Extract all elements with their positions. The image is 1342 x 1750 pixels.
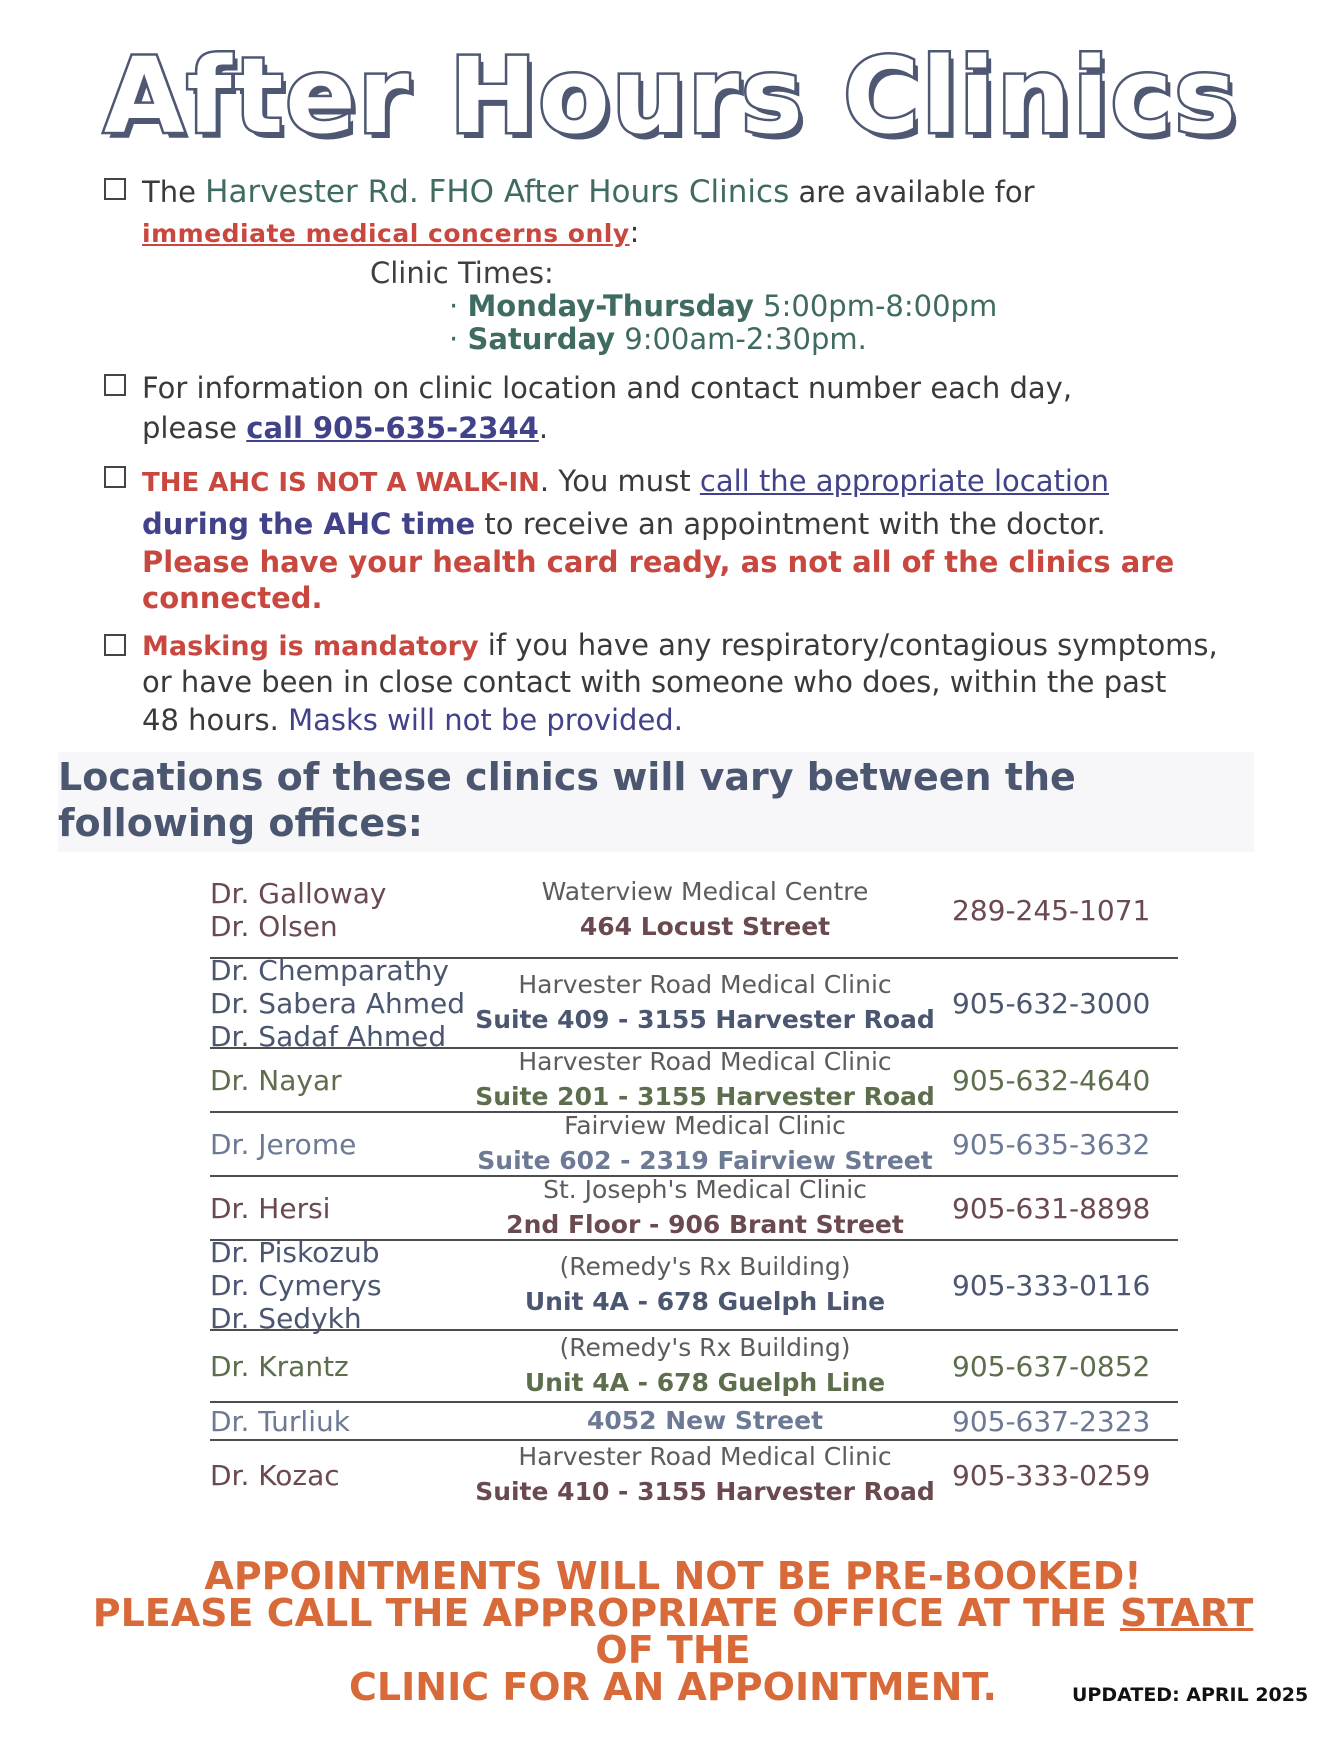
doctor-name: Dr. Sadaf Ahmed — [210, 1019, 447, 1053]
doctor-names — [210, 953, 510, 1053]
clinic-name: Harvester Road Medical Clinic — [518, 970, 892, 999]
office-phone[interactable]: 905-637-0852 — [952, 1349, 1151, 1383]
call-number-link[interactable]: call 905-635-2344 — [246, 411, 539, 445]
doctor-name: Dr. Olsen — [210, 910, 338, 943]
clinic-address: Suite 201 - 3155 Harvester Road — [475, 1082, 935, 1111]
not-walk-in-warning: THE AHC IS NOT A WALK-IN — [142, 468, 540, 498]
immediate-concerns-text: immediate medical concerns only — [142, 219, 630, 248]
doctor-name: Dr. Sabera Ahmed — [210, 986, 465, 1020]
masking-line2: or have been in close contact with someone who does, within the past — [142, 665, 1167, 699]
office-phone[interactable]: 289-245-1071 — [952, 893, 1151, 927]
doctor-name: Dr. Hersi — [210, 1191, 331, 1225]
office-row — [210, 1177, 1178, 1241]
offices-table — [210, 863, 1178, 1509]
office-phone[interactable]: 905-333-0116 — [952, 1268, 1151, 1302]
office-location — [475, 1113, 935, 1175]
office-location — [475, 1331, 935, 1401]
doctor-names — [210, 1403, 510, 1439]
health-card-note: Please have your health card ready, as not all of the clinics are — [142, 545, 1175, 579]
office-location — [475, 1049, 935, 1111]
office-row — [210, 1331, 1178, 1403]
appointment-rest: to receive an appointment with the doctor. — [475, 507, 1106, 541]
office-row — [210, 863, 1178, 959]
info-bullets — [104, 172, 1264, 740]
office-phone[interactable]: 905-635-3632 — [952, 1127, 1151, 1161]
masking-line3 — [142, 700, 1264, 740]
doctor-name: Dr. Sedykh — [210, 1301, 362, 1335]
footer-line2 — [58, 1591, 1288, 1672]
clinic-name: (Remedy's Rx Building) — [559, 1333, 851, 1362]
doctor-name: Dr. Piskozub — [210, 1235, 380, 1269]
office-location — [475, 1441, 935, 1509]
office-row — [210, 1049, 1178, 1113]
doctor-name: Dr. Turliuk — [210, 1404, 350, 1438]
bullet-masking — [104, 628, 1264, 740]
call-location-link[interactable]: call the appropriate location — [699, 464, 1110, 498]
checkbox-icon[interactable] — [104, 178, 126, 200]
office-location — [475, 1403, 935, 1439]
masking-line — [142, 628, 1264, 664]
checkbox-icon[interactable] — [104, 466, 126, 488]
clinic-time-weekday — [104, 290, 1264, 323]
checkbox-icon[interactable] — [104, 374, 126, 396]
doctor-names — [210, 1049, 510, 1111]
office-location — [475, 1177, 935, 1239]
clinic-name: Waterview Medical Centre — [541, 877, 869, 906]
office-row — [210, 1403, 1178, 1441]
footer-start: START — [1120, 1591, 1254, 1635]
checkbox-icon[interactable] — [104, 634, 126, 656]
bullet-not-walk-in — [104, 460, 1264, 616]
availability-pre: The — [142, 175, 206, 209]
doctor-names — [210, 1441, 510, 1509]
clinic-address: Suite 410 - 3155 Harvester Road — [475, 1477, 935, 1506]
clinic-time-saturday — [104, 323, 1264, 356]
doctor-names — [210, 1177, 510, 1239]
office-phone[interactable]: 905-637-2323 — [952, 1404, 1151, 1438]
masking-mandatory: Masking is mandatory — [142, 631, 479, 662]
masking-line1: if you have any respiratory/contagious symptoms, — [478, 628, 1218, 662]
walk-in-mid: . You must — [539, 464, 700, 498]
office-location — [475, 959, 935, 1047]
clinic-name: Harvester Road Medical Clinic — [518, 1442, 892, 1471]
locations-heading-line1: Locations of these clinics will vary between the — [58, 755, 1076, 799]
info-pre: please — [142, 411, 247, 445]
office-row — [210, 953, 1178, 1053]
doctor-name: Dr. Chemparathy — [210, 953, 449, 987]
office-phone[interactable]: 905-631-8898 — [952, 1191, 1151, 1225]
clinic-address: 4052 New Street — [586, 1406, 824, 1435]
clinic-address: Suite 409 - 3155 Harvester Road — [475, 1005, 935, 1034]
clinic-network-name: Harvester Rd. FHO After Hours Clinics — [205, 174, 790, 210]
footer-line2-pre: PLEASE CALL THE APPROPRIATE OFFICE AT THE — [92, 1591, 1121, 1635]
clinic-address: 464 Locust Street — [579, 912, 831, 941]
info-post: . — [538, 411, 549, 445]
time-hours: 9:00am-2:30pm. — [615, 322, 867, 356]
footer-line1: APPOINTMENTS WILL NOT BE PRE-BOOKED! — [204, 1554, 1142, 1598]
walk-in-line — [142, 460, 1264, 504]
footer-line3: CLINIC FOR AN APPOINTMENT. — [349, 1665, 997, 1709]
health-card-note-2: connected. — [142, 581, 323, 615]
availability-line — [142, 172, 1264, 212]
bullet-info-call — [104, 368, 1264, 448]
office-phone[interactable]: 905-632-3000 — [952, 986, 1151, 1020]
doctor-name: Dr. Nayar — [210, 1063, 342, 1097]
appointment-line — [142, 504, 1264, 544]
doctor-names — [210, 1113, 510, 1175]
clinic-address: Unit 4A - 678 Guelph Line — [524, 1368, 886, 1397]
office-location — [475, 1241, 935, 1329]
info-call-line — [142, 408, 1264, 448]
doctor-names — [210, 1331, 510, 1401]
office-location — [475, 863, 935, 957]
clinic-name: (Remedy's Rx Building) — [559, 1252, 851, 1281]
doctor-name: Dr. Kozac — [210, 1458, 340, 1492]
page-title: After Hours Clinics — [103, 35, 1239, 157]
clinic-address: Suite 602 - 2319 Fairview Street — [477, 1146, 933, 1175]
doctor-names — [210, 863, 510, 957]
info-line: For information on clinic location and contact number each day, — [142, 371, 1073, 405]
bullet-availability — [104, 172, 1264, 356]
clinic-name: Harvester Road Medical Clinic — [518, 1047, 892, 1076]
footer-line2-post: OF THE — [595, 1628, 751, 1672]
clinic-address: Unit 4A - 678 Guelph Line — [524, 1287, 886, 1316]
colon: : — [629, 215, 640, 249]
emphasis-line — [142, 212, 1264, 254]
doctor-name: Dr. Cymerys — [210, 1268, 382, 1302]
updated-date: UPDATED: APRIL 2025 — [1072, 1684, 1309, 1706]
masks-not-provided: Masks will not be provided. — [288, 703, 683, 737]
locations-heading — [58, 752, 1254, 852]
bullet-dot: · — [449, 289, 468, 323]
office-phone[interactable]: 905-333-0259 — [952, 1458, 1151, 1492]
doctor-name: Dr. Krantz — [210, 1349, 349, 1383]
locations-heading-line2: following offices: — [58, 801, 424, 845]
time-day: Monday-Thursday — [467, 289, 754, 323]
availability-post: are available for — [789, 175, 1035, 209]
office-row — [210, 1441, 1178, 1509]
clinic-times-label: Clinic Times: — [370, 256, 554, 290]
doctor-name: Dr. Jerome — [210, 1127, 357, 1161]
office-phone[interactable]: 905-632-4640 — [952, 1063, 1151, 1097]
doctor-name: Dr. Galloway — [210, 877, 387, 910]
time-hours: 5:00pm-8:00pm — [753, 289, 998, 323]
clinic-name: Fairview Medical Clinic — [564, 1111, 846, 1140]
masking-hours: 48 hours. — [142, 703, 289, 737]
office-row — [210, 1235, 1178, 1335]
bullet-dot: · — [449, 322, 468, 356]
clinic-address: 2nd Floor - 906 Brant Street — [506, 1210, 904, 1239]
time-day: Saturday — [467, 322, 616, 356]
office-row — [210, 1113, 1178, 1177]
during-ahc-time: during the AHC time — [142, 507, 476, 541]
clinic-name: St. Joseph's Medical Clinic — [543, 1175, 867, 1204]
doctor-names — [210, 1235, 510, 1335]
